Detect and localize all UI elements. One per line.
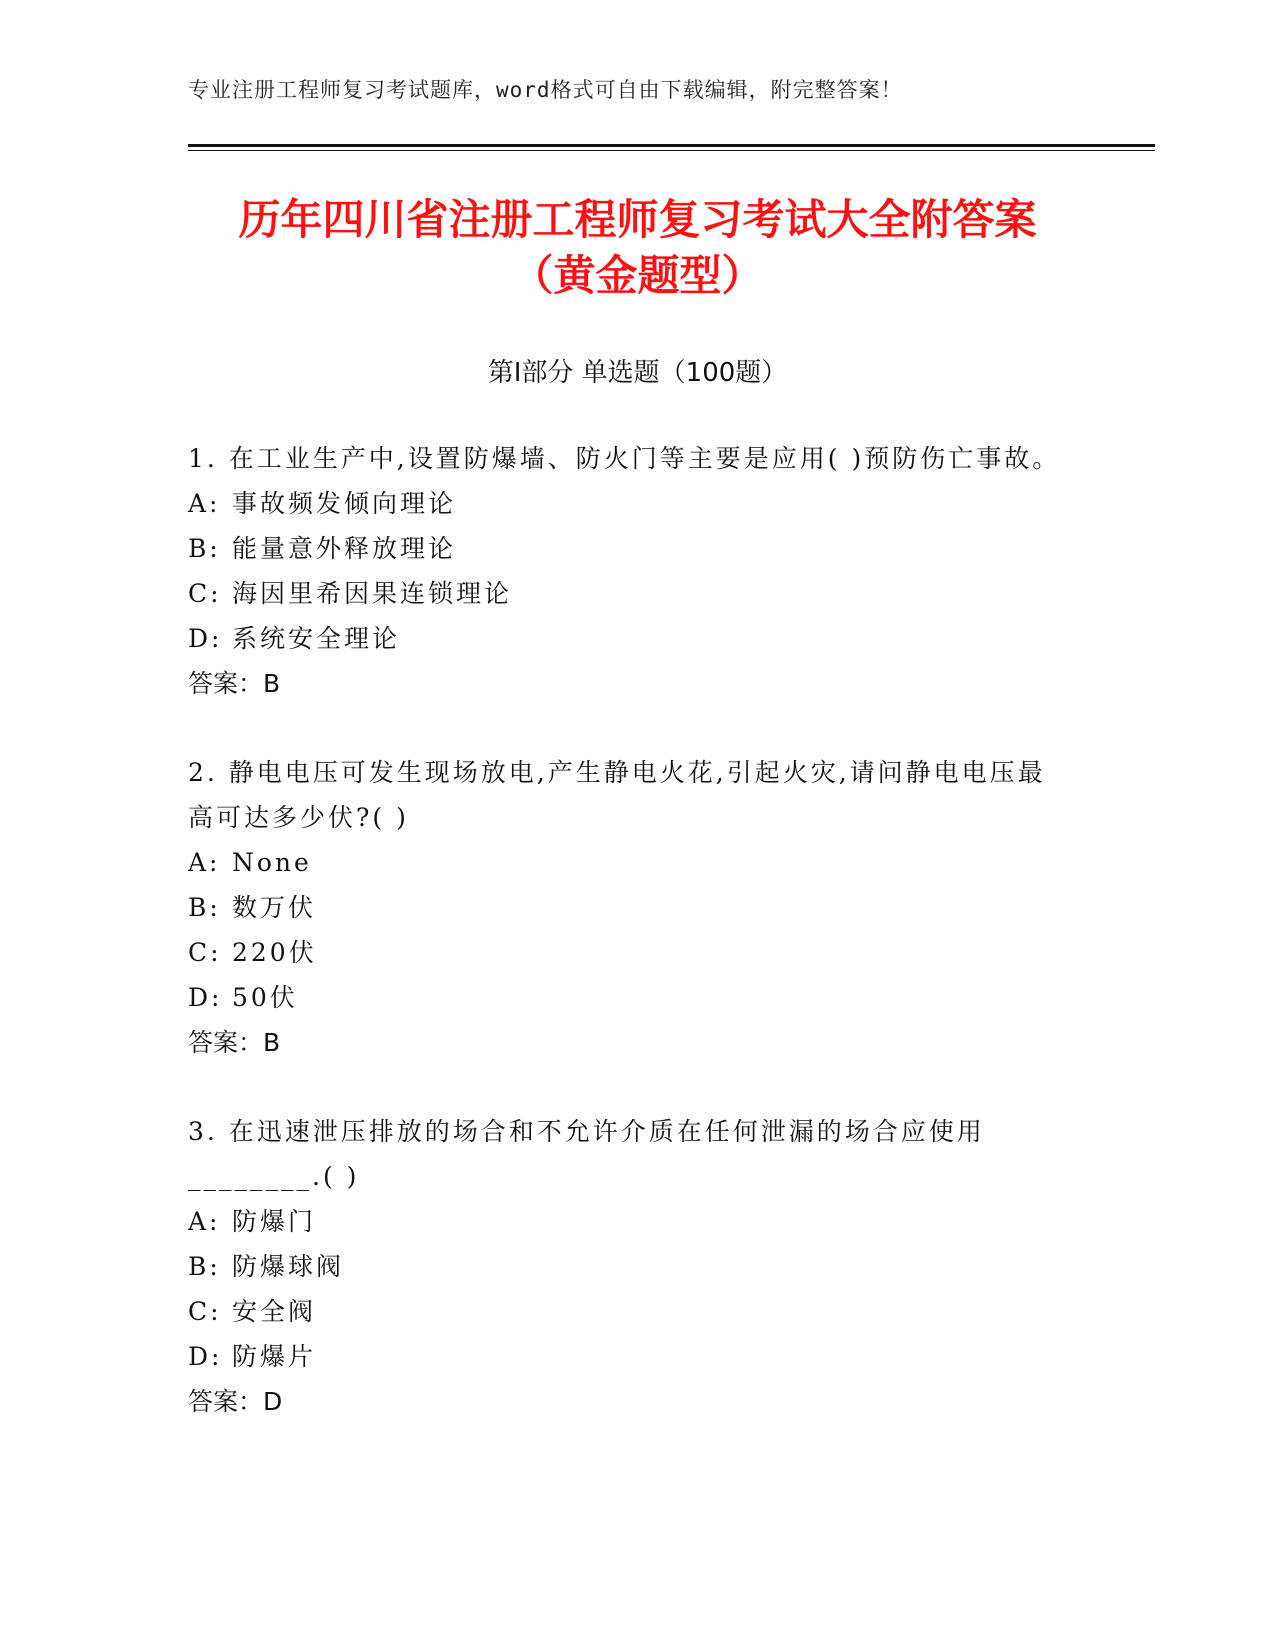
answer: 答案：D	[188, 1387, 283, 1416]
document-title-line-2: （黄金题型）	[511, 251, 764, 300]
option-text: 事故频发倾向理论	[232, 489, 457, 518]
option-text: 海因里希因果连锁理论	[232, 579, 513, 608]
answer: 答案：B	[188, 1028, 281, 1057]
option-letter: B:	[188, 534, 221, 563]
option-text: 防爆球阀	[232, 1252, 345, 1281]
question-stem: 2. 静电电压可发生现场放电,产生静电火花,引起火灾,请问静电电压最高可达多少伏?( )	[188, 758, 1046, 832]
option-letter: C:	[188, 1297, 222, 1326]
option-text: 防爆片	[232, 1342, 317, 1371]
document-title-line-1: 历年四川省注册工程师复习考试大全附答案	[238, 195, 1037, 244]
option-d	[188, 975, 1068, 1020]
option-letter: D:	[188, 983, 223, 1012]
section-title: 第Ⅰ部分 单选题（100题）	[487, 358, 788, 388]
option-text: 防爆门	[232, 1207, 317, 1236]
option-letter: B:	[188, 893, 221, 922]
option-letter: A:	[188, 848, 221, 877]
option-d	[188, 1334, 1068, 1379]
header-note: 专业注册工程师复习考试题库，word格式可自由下载编辑，附完整答案！	[188, 78, 903, 102]
option-text: 能量意外释放理论	[232, 534, 457, 563]
question-stem: 1. 在工业生产中,设置防爆墙、防火门等主要是应用( )预防伤亡事故。	[188, 444, 1061, 473]
option-text: 数万伏	[232, 893, 317, 922]
option-a	[188, 481, 1068, 526]
answer: 答案：B	[188, 669, 281, 698]
question-list	[188, 436, 1068, 1468]
header-rule-thick	[188, 144, 1155, 147]
option-text: 系统安全理论	[232, 624, 401, 653]
option-b	[188, 885, 1068, 930]
option-text: 220伏	[232, 938, 317, 967]
option-b	[188, 526, 1068, 571]
option-text: None	[232, 848, 312, 877]
option-text: 安全阀	[232, 1297, 317, 1326]
question-stem: 3. 在迅速泄压排放的场合和不允许介质在任何泄漏的场合应使用________.( )	[188, 1117, 985, 1191]
option-d	[188, 616, 1068, 661]
option-letter: A:	[188, 489, 221, 518]
question-2	[188, 750, 1068, 1065]
option-letter: B:	[188, 1252, 221, 1281]
option-letter: A:	[188, 1207, 221, 1236]
option-b	[188, 1244, 1068, 1289]
question-1	[188, 436, 1068, 706]
option-letter: C:	[188, 938, 222, 967]
document-title	[0, 192, 1275, 304]
option-letter: D:	[188, 1342, 223, 1371]
option-letter: D:	[188, 624, 223, 653]
header-rule-thin	[188, 150, 1155, 151]
option-c	[188, 930, 1068, 975]
option-c	[188, 571, 1068, 616]
option-a	[188, 840, 1068, 885]
option-letter: C:	[188, 579, 222, 608]
option-a	[188, 1199, 1068, 1244]
option-c	[188, 1289, 1068, 1334]
question-3	[188, 1109, 1068, 1424]
option-text: 50伏	[232, 983, 298, 1012]
